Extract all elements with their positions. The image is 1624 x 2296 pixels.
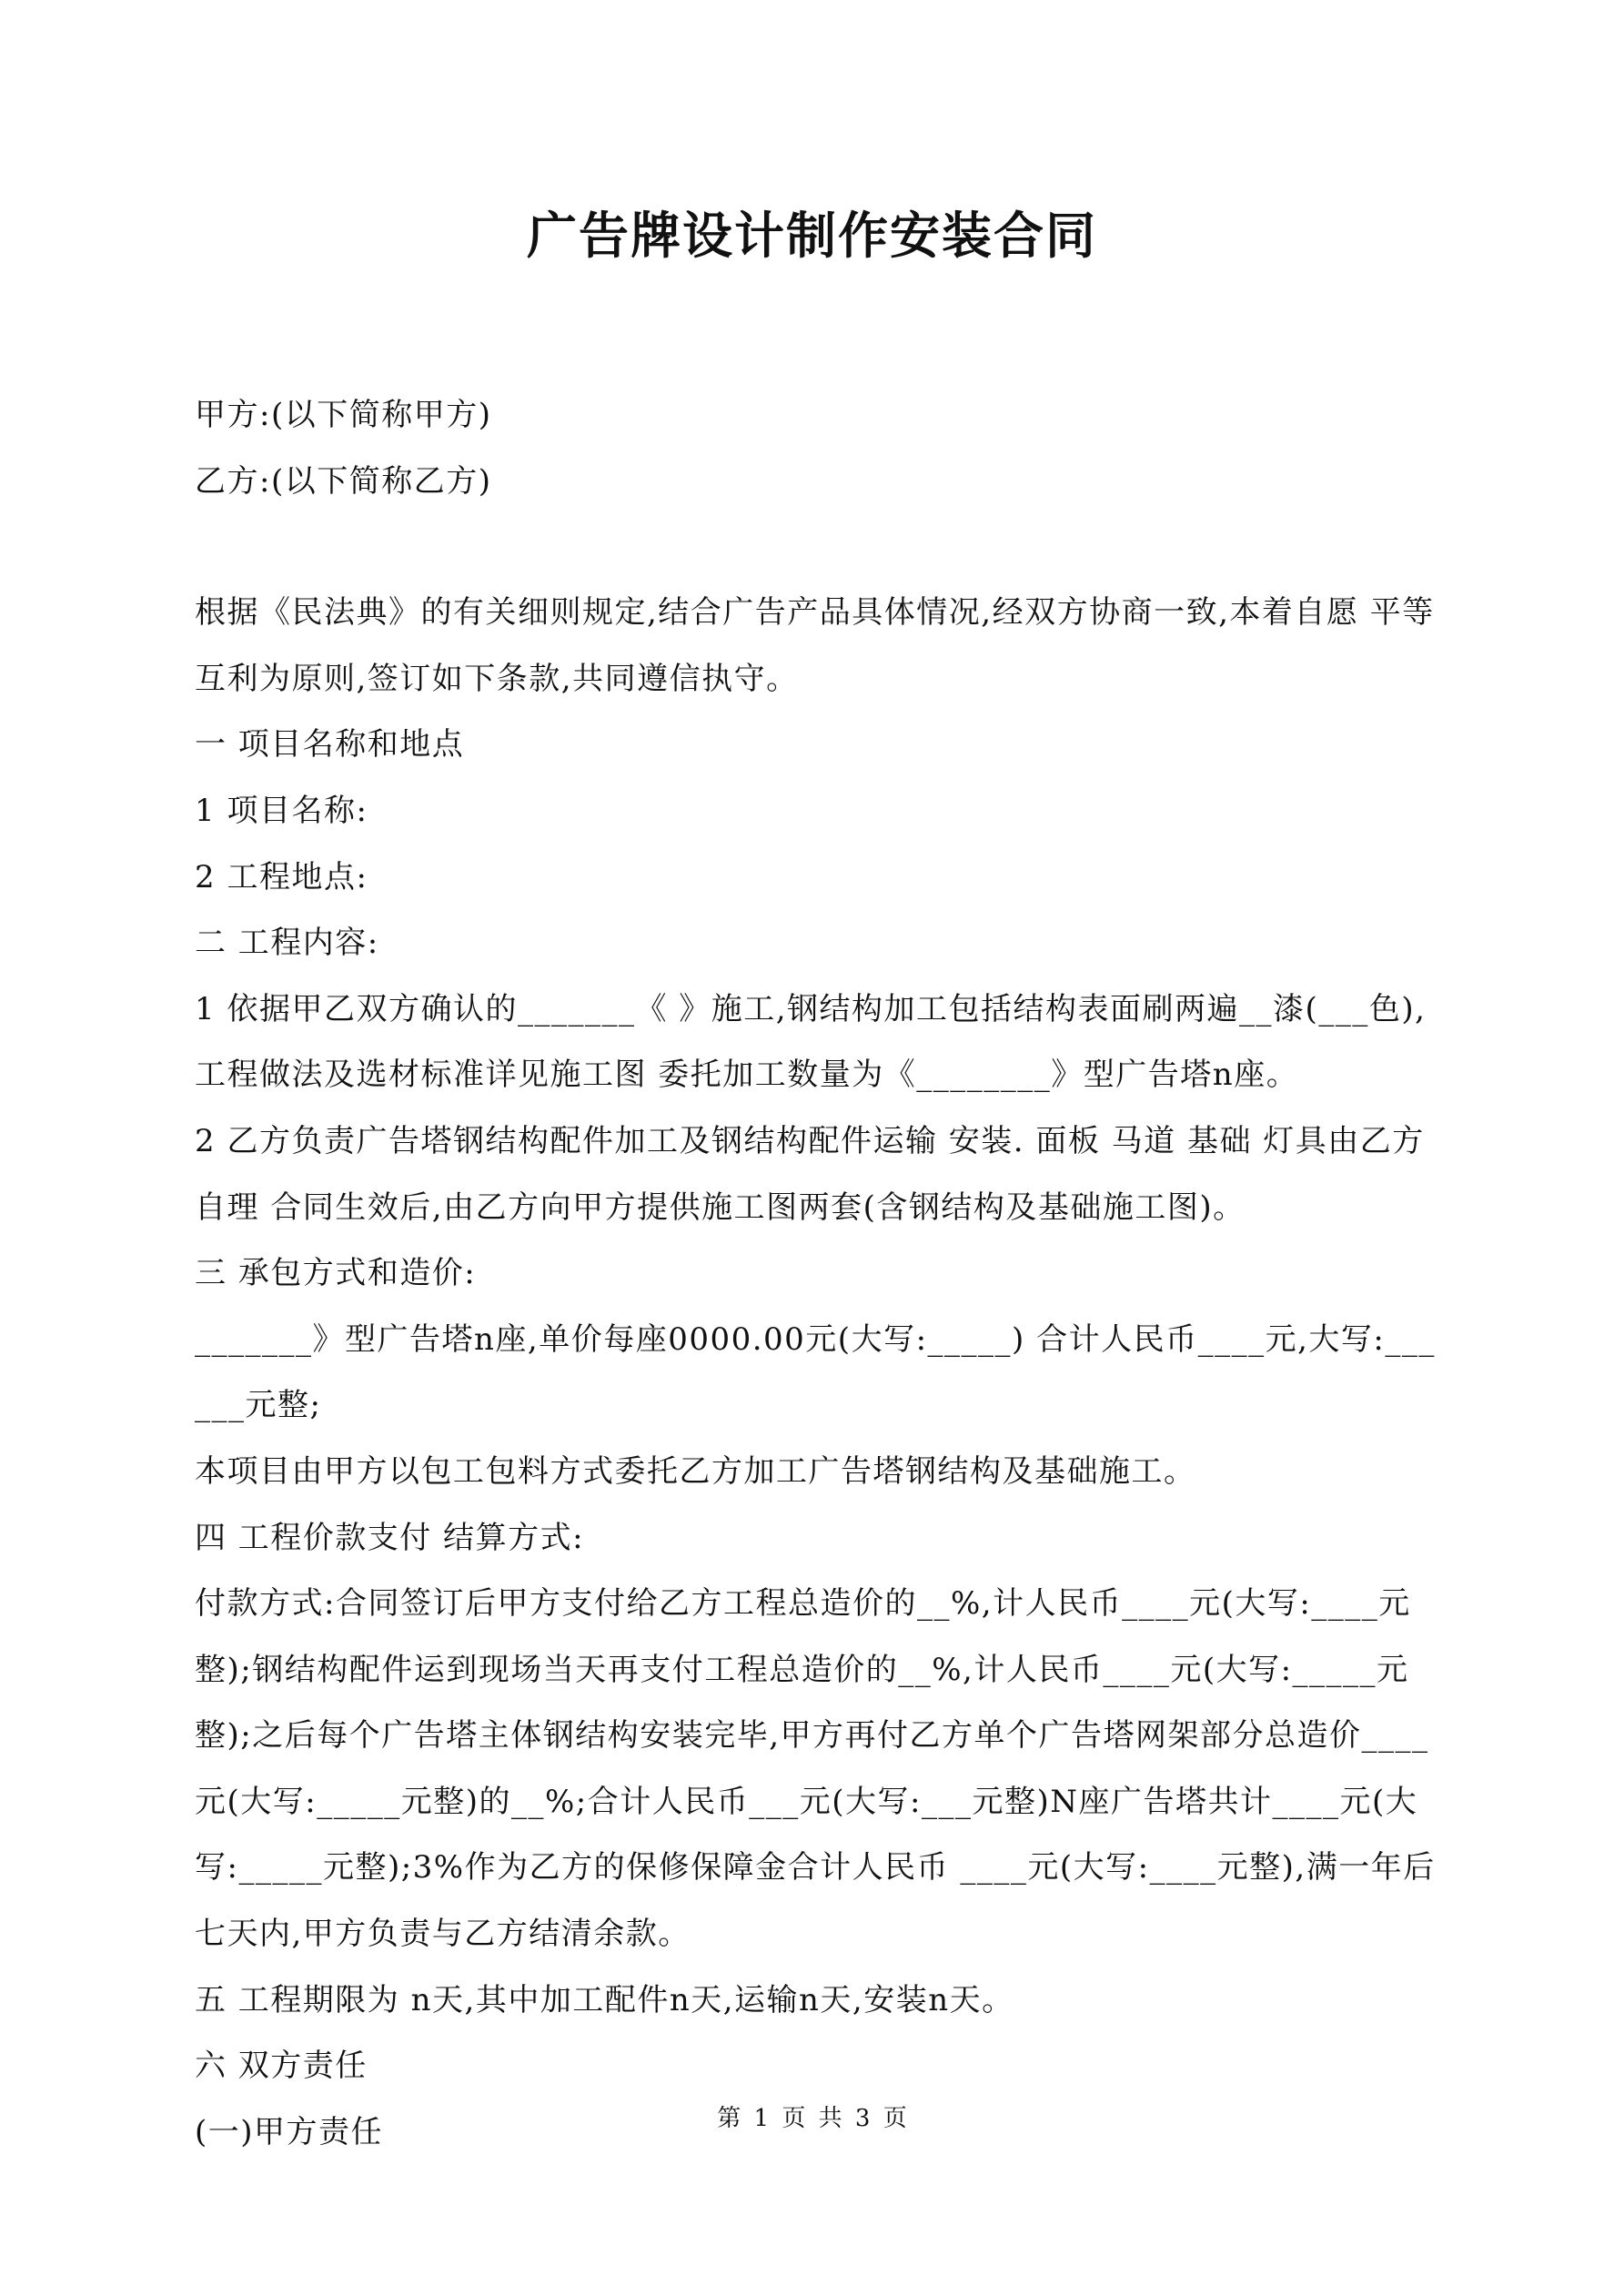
section-2-heading: 二 工程内容: xyxy=(195,925,379,962)
page-title: 广告牌设计制作安装合同 xyxy=(526,207,1097,265)
section-6-subheading-1: (一)甲方责任 xyxy=(195,2113,384,2150)
spacer xyxy=(195,514,1443,580)
page-footer: 第 1 页 共 3 页 xyxy=(717,2105,907,2132)
section-3-heading: 三 承包方式和造价: xyxy=(195,1255,477,1292)
section-6-heading: 六 双方责任 xyxy=(195,2048,368,2085)
preamble-paragraph: 根据《民法典》的有关细则规定,结合广告产品具体情况,经双方协商一致,本着自愿 平等 互利为原则,签订如下条款,共同遵信执守。 xyxy=(195,594,1447,697)
section-1-item-1: 1 项目名称: xyxy=(195,792,368,829)
section-3-price: _______》型广告塔n座,单价每座0000.00元(大写:_____) 合计人民币____元,大写:______元整; xyxy=(195,1320,1436,1424)
section-2-item-1: 1 依据甲乙双方确认的_______《 》施工,钢结构加工包括结构表面刷两遍__漆(___色),工程做法及选材标准详见施工图 委托加工数量为《________》型广告塔n座。 xyxy=(195,990,1427,1094)
section-2-item-2: 2 乙方负责广告塔钢结构配件加工及钢结构配件运输 安装. 面板 马道 基础 灯具由乙方自理 合同生效后,由乙方向甲方提供施工图两套(含钢结构及基础施工图)。 xyxy=(195,1122,1425,1226)
party-b-line: 乙方:(以下简称乙方) xyxy=(195,462,492,500)
section-5-heading: 五 工程期限为 n天,其中加工配件n天,运输n天,安装n天。 xyxy=(195,1981,1014,2018)
section-4-payment: 付款方式:合同签订后甲方支付给乙方工程总造价的__%,计人民币____元(大写:____元整);钢结构配件运到现场当天再支付工程总造价的__%,计人民币____元(大写:_____元整);之后每个广告塔主体钢结构安装完毕,甲方再付乙方单个广告塔网架部分总造价____元(大写:_____元整)的__%;合计人民币___元(大写:___元整)N座广告塔共计____元(大写:_____元整);3%作为乙方的保修保障金合计人民币 ____元(大写:____元整),满一年后七天内,甲方负责与乙方结清余款。 xyxy=(195,1585,1436,1953)
party-a-line: 甲方:(以下简称甲方) xyxy=(195,397,492,433)
section-3-mode: 本项目由甲方以包工包料方式委托乙方加工广告塔钢结构及基础施工。 xyxy=(195,1452,1196,1490)
section-1-heading: 一 项目名称和地点 xyxy=(195,726,465,764)
section-4-heading: 四 工程价款支付 结算方式: xyxy=(195,1519,585,1556)
document-body xyxy=(195,382,1447,2165)
section-1-item-2: 2 工程地点: xyxy=(195,858,368,895)
